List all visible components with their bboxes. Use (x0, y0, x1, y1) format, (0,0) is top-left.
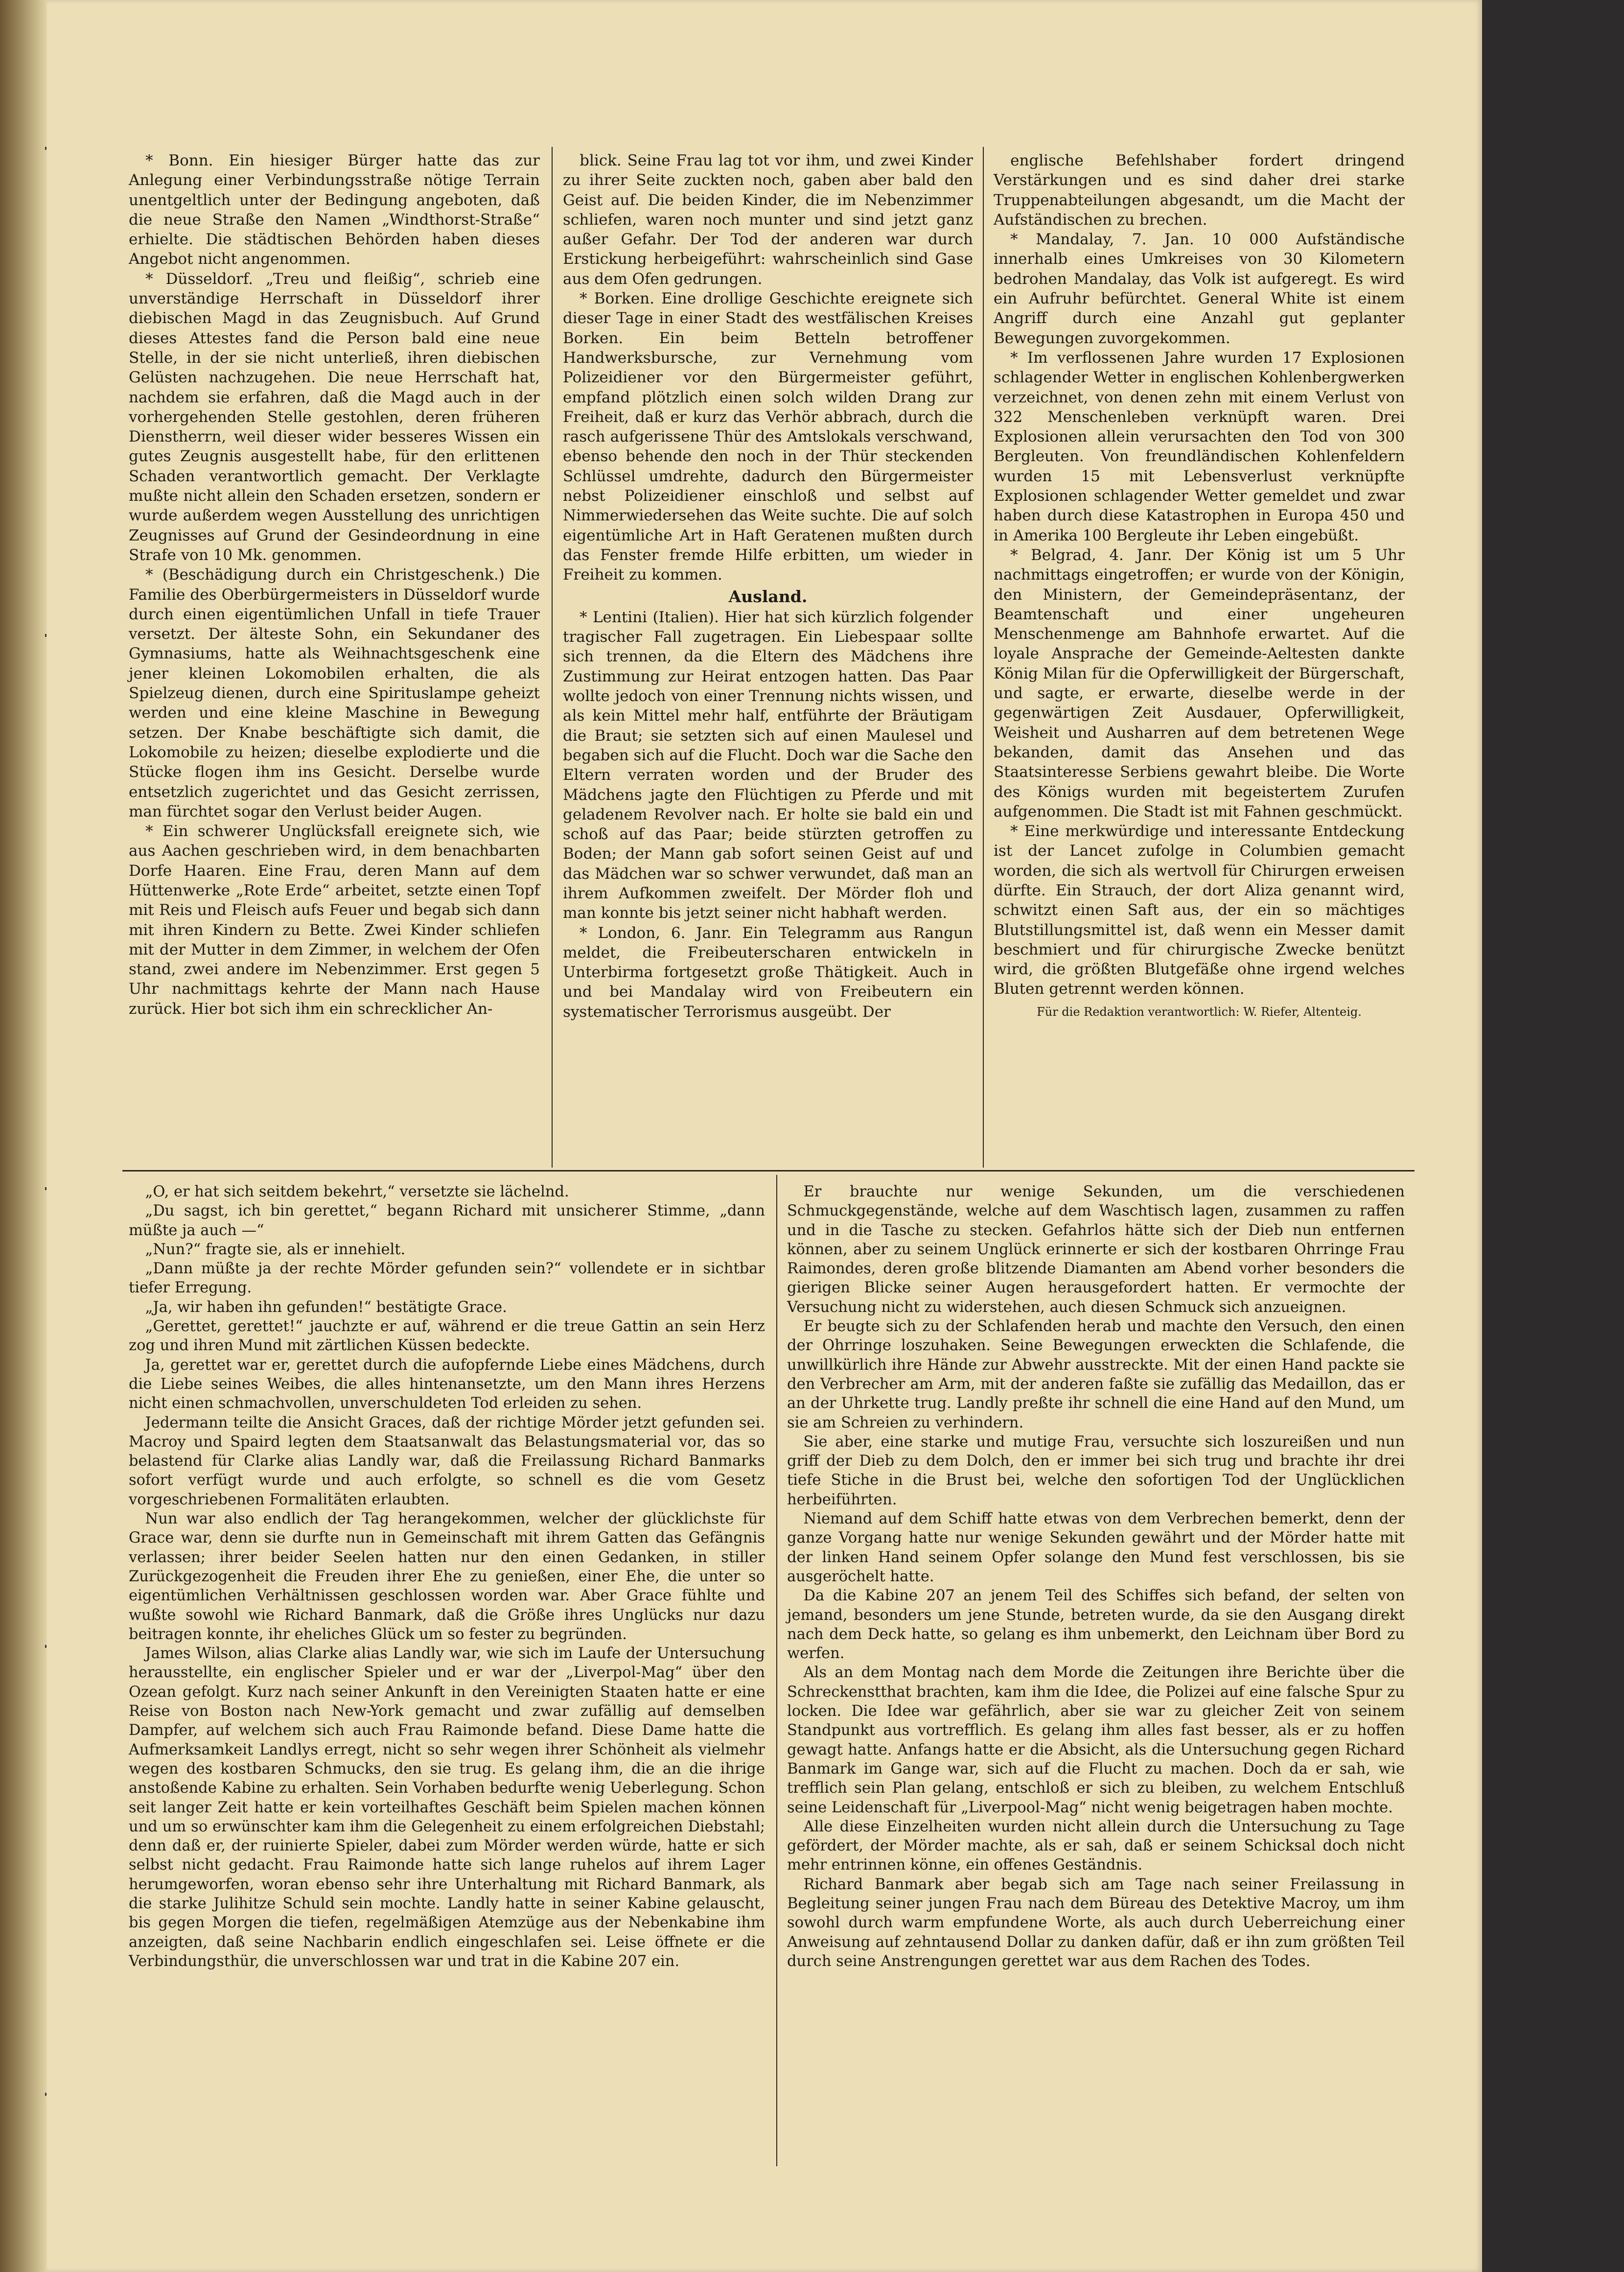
story-paragraph: „Dann müßte ja der rechte Mörder gefunden sein?“ vollendete er in sichtbar tiefer Erregung. (129, 1260, 765, 1297)
story-paragraph: Sie aber, eine starke und mutige Frau, versuchte sich loszureißen und nun griff der Dieb zu dem Dolch, den er immer bei sich trug und brachte ihr drei tiefe Stiche in die Brust bei, welche den sofortigen Tod der Unglücklichen herbeiführten. (787, 1433, 1405, 1508)
news-item-christgeschenk: * (Beschädigung durch ein Christgeschenk.) Die Familie des Oberbürgermeisters in Düsseldorf wurde durch einen eigentümlichen Unfall in tiefe Trauer versetzt. Der älteste Sohn, ein Sekundaner des Gymnasiums, hatte als Weihnachtsgeschenk eine jener kleinen Lokomobilen erhalten, die als Spielzeug dienen, durch eine Spirituslampe geheizt werden und eine kleine Maschine in Bewegung setzen. Der Knabe beschäftigte sich damit, die Lokomobile zu heizen; dieselbe explodierte und die Stücke flogen ihm ins Gesicht. Derselbe wurde entsetzlich zugerichtet und das Gesicht zerrissen, man fürchtet sogar den Verlust beider Augen. (129, 566, 540, 820)
news-item-columbien: * Eine merkwürdige und interessante Entdeckung ist der Lancet zufolge in Columbien gemacht worden, die sich als wertvoll für Chirurgen erweisen dürfte. Ein Strauch, der dort Aliza genannt wird, schwitzt einen Saft aus, der ein so mächtiges Blutstillungsmittel ist, daß wenn ein Messer damit beschmiert und für chirurgische Zwecke benützt wird, die größten Blutgefäße ohne irgend welches Bluten getrennt werden können. (994, 822, 1405, 998)
news-item-borken: * Borken. Eine drollige Geschichte ereignete sich dieser Tage in einer Stadt des westfälischen Kreises Borken. Ein beim Betteln betroffener Handwerksbursche, zur Vernehmung vom Polizeidiener vor den Bürgermeister geführt, empfand plötzlich einen solch wilden Drang zur Freiheit, daß er kurz das Verhör abbrach, durch die rasch aufgerissene Thür des Amtslokals verschwand, ebenso behende den noch in der Thür steckenden Schlüssel umdrehte, dadurch den Bürgermeister nebst Polizeidiener einschloß und selbst auf Nimmerwiedersehen das Weite suchte. Die auf solch eigentümliche Art in Haft Geratenen mußten durch das Fenster fremde Hilfe erbitten, um wieder in Freiheit zu kommen. (563, 290, 973, 584)
section-divider (122, 1170, 1415, 1171)
news-item-haaren-cont: blick. Seine Frau lag tot vor ihm, und zwei Kinder zu ihrer Seite zuckten noch, gaben aber bald den Geist auf. Die beiden Kinder, die im Nebenzimmer schliefen, waren noch munter und sind jetzt ganz außer Gefahr. Der Tod der anderen war durch Erstickung herbeigeführt: wahrscheinlich sind Gase aus dem Ofen gedrungen. (563, 152, 973, 288)
story-paragraph: Niemand auf dem Schiff hatte etwas von dem Verbrechen bemerkt, denn der ganze Vorgang hatte nur wenige Sekunden gewährt und der Mörder hatte mit der linken Hand seinem Opfer solange den Mund fest verschlossen, bis sie ausgeröchelt hatte. (787, 1510, 1405, 1585)
section-heading-ausland: Ausland. (728, 586, 808, 606)
news-item-mandalay: * Mandalay, 7. Jan. 10 000 Aufständische innerhalb eines Umkreises von 30 Kilometern bedrohen Mandalay, das Volk ist aufgeregt. Es wird ein Aufruhr befürchtet. General White ist einem Angriff durch eine Anzahl gut geplanter Bewegungen zuvorgekommen. (994, 231, 1405, 347)
news-item-lentini: * Lentini (Italien). Hier hat sich kürzlich folgender tragischer Fall zugetragen. Ein Liebespaar sollte sich trennen, da die Eltern des Mädchens ihre Zustimmung zur Heirat entzogen hatten. Das Paar wollte jedoch von einer Trennung nichts wissen, und als kein Mittel mehr half, entführte der Bräutigam die Braut; sie setzten sich auf einen Maulesel und begaben sich auf die Flucht. Doch war die Sache den Eltern verraten worden und der Bruder des Mädchens jagte den Flüchtigen zu Pferde und mit geladenem Revolver nach. Er holte sie bald ein und schoß auf das Paar; beide stürzten getroffen zu Boden; der Mann gab sofort seinen Geist auf und das Mädchen war so schwer verwundet, daß man an ihrem Aufkommen zweifelt. Der Mörder floh und man konnte bis jetzt seiner nicht habhaft werden. (563, 608, 973, 922)
story-paragraph: Als an dem Montag nach dem Morde die Zeitungen ihre Berichte über die Schreckenstthat brachten, kam ihm die Idee, die Polizei auf eine falsche Spur zu locken. Die Idee war gefährlich, aber sie war zu gleicher Zeit von seinem Standpunkt aus vortrefflich. Es gelang ihm alles fast besser, als er zu hoffen gewagt hatte. Anfangs hatte er die Absicht, als die Untersuchung gegen Richard Banmark im Gange war, sich auf die Flucht zu machen. Doch da er sah, wie trefflich sein Plan gelang, entschloß er sich zu bleiben, zu welchem Entschluß seine Leidenschaft für „Liverpool-Mag“ nicht wenig beigetragen haben mochte. (787, 1664, 1405, 1816)
story-paragraph: Er beugte sich zu der Schlafenden herab und machte den Versuch, den einen der Ohrringe loszuhaken. Seine Bewegungen erweckten die Schlafende, die unwillkürlich ihre Hände zur Abwehr ausstreckte. Mit der einen Hand packte sie den Verbrecher am Arm, mit der anderen faßte sie zufällig das Medaillon, das er an der Uhrkette trug. Landly preßte ihr schnell die eine Hand auf den Mund, um sie am Schreien zu verhindern. (787, 1318, 1405, 1431)
column-divider (552, 147, 553, 1168)
news-item-haaren: * Ein schwerer Unglücksfall ereignete sich, wie aus Aachen geschrieben wird, in dem benachbarten Dorfe Haaren. Eine Frau, deren Mann auf dem Hüttenwerke „Rote Erde“ arbeitet, setzte einen Topf mit Reis und Fleisch aufs Feuer und begab sich dann mit ihren Kindern zu Bette. Zwei Kinder schliefen mit der Mutter in dem Zimmer, in welchem der Ofen stand, zwei andere im Nebenzimmer. Erst gegen 5 Uhr nachmittags kehrte der Mann nach Hause zurück. Hier bot sich ihm ein schrecklicher An- (129, 822, 540, 1018)
news-item-london: * London, 6. Janr. Ein Telegramm aus Rangun meldet, die Freibeuterscharen entwickeln in Unterbirma fortgesetzt große Thätigkeit. Auch in und bei Mandalay wird von Freibeutern ein systematischer Terrorismus ausgeübt. Der (563, 924, 973, 1021)
story-paragraph: „Nun?“ fragte sie, als er innehielt. (145, 1241, 406, 1258)
story-paragraph: „O, er hat sich seitdem bekehrt,“ versetzte sie lächelnd. (145, 1183, 569, 1200)
dark-background (1482, 0, 1624, 2272)
top-column-3 (994, 151, 1405, 1022)
story-paragraph: James Wilson, alias Clarke alias Landly war, wie sich im Laufe der Untersuchung herausstellte, ein englischer Spieler und er war der „Liverpol-Mag“ über den Ozean gefolgt. Kurz nach seiner Ankunft in den Vereinigten Staaten hatte er eine Reise von Boston nach New-York gemacht und zwar zufällig auf demselben Dampfer, auf welchem sich auch Frau Raimonde befand. Diese Dame hatte die Aufmerksamkeit Landlys erregt, nicht so sehr wegen ihrer Schönheit als vielmehr wegen des kostbaren Schmucks, den sie trug. Es gelang ihm, die an die ihrige anstoßende Kabine zu erhalten. Sein Vorhaben bedurfte wenig Ueberlegung. Schon seit langer Zeit hatte er kein vorteilhaftes Geschäft beim Spielen machen können und um so erwünschter kam ihm die Gelegenheit zu einem erfolgreichen Diebstahl; denn daß er, der ruinierte Spieler, dabei zum Mörder werden würde, hatte er sich selbst nicht gedacht. Frau Raimonde hatte sich lange ruhelos auf ihrem Lager herumgeworfen, woran ebenso sehr ihre Unterhaltung mit Richard Banmark, als die starke Julihitze Schuld sein mochte. Landly hatte in seiner Kabine gelauscht, bis gegen Morgen die tiefen, regelmäßigen Atemzüge aus der Nebenkabine ihm anzeigten, daß seine Nachbarin endlich eingeschlafen sei. Leise öffnete er die Verbindungsthür, die unverschlossen war und trat in die Kabine 207 ein. (129, 1645, 765, 1970)
news-item-london-cont: englische Befehlshaber fordert dringend Verstärkungen und es sind daher drei starke Truppenabteilungen abgesandt, um die Macht der Aufständischen zu brechen. (994, 152, 1405, 229)
book-spine (0, 0, 46, 2272)
news-item-duesseldorf: * Düsseldorf. „Treu und fleißig“, schrieb eine unverständige Herrschaft in Düsseldorf ihrer diebischen Magd in das Zeugnisbuch. Auf Grund dieses Attestes fand die Person bald eine neue Stelle, in der sie nicht unterließ, ihren diebischen Gelüsten nachzugehen. Die neue Herrschaft hat, nachdem sie erfahren, daß die Magd auch in der vorhergehenden Stelle gestohlen, deren früheren Dienstherrn, weil dieser wider besseres Wissen ein gutes Zeugnis ausgestellt habe, für den erlittenen Schaden verantwortlich gemacht. Der Verklagte mußte nicht allein den Schaden ersetzen, sondern er wurde außerdem wegen Ausstellung des unrichtigen Zeugnisses auf Grund der Gesindeordnung in eine Strafe von 10 Mk. genommen. (129, 270, 540, 564)
story-paragraph: Alle diese Einzelheiten wurden nicht allein durch die Untersuchung zu Tage gefördert, der Mörder machte, als er sah, daß er seinem Schicksal doch nicht mehr entrinnen könne, ein offenes Geständnis. (787, 1818, 1405, 1874)
story-paragraph: Jedermann teilte die Ansicht Graces, daß der richtige Mörder jetzt gefunden sei. Macroy und Spaird legten dem Staatsanwalt das Belastungsmaterial vor, das so belastend für Clarke alias Landly war, daß die Freilassung Richard Banmarks sofort verfügt wurde und auch erfolgte, so schnell es die vom Gesetz vorgeschriebenen Formalitäten erlaubten. (129, 1414, 765, 1508)
story-paragraph: Er brauchte nur wenige Sekunden, um die verschiedenen Schmuckgegenstände, welche auf dem Waschtisch lagen, zusammen zu raffen und in die Tasche zu stecken. Gefahrlos hätte sich der Dieb nun entfernen können, aber zu seinem Unglück erinnerte er sich der kostbaren Ohrringe Frau Raimondes, deren große blitzende Diamanten am Abend vorher besonders die gierigen Blicke seiner Augen herausgefordert hatten. Er vermochte der Versuchung nicht zu widerstehen, auch diesen Schmuck sich anzueignen. (787, 1183, 1405, 1316)
column-divider (983, 147, 984, 1168)
story-paragraph: Ja, gerettet war er, gerettet durch die aufopfernde Liebe eines Mädchens, durch die Liebe seines Weibes, die alles hintenansetzte, um den Mann ihres Herzens nicht einen schmachvollen, unverschuldeten Tod erleiden zu sehen. (129, 1356, 765, 1412)
story-paragraph: Nun war also endlich der Tag herangekommen, welcher der glücklichste für Grace war, denn sie durfte nun in Gemeinschaft mit ihrem Gatten das Gefängnis verlassen; ihrer beider Seelen hatten nur den einen Gedanken, in stiller Zurückgezogenheit die Freuden ihrer Ehe zu genießen, einer Ehe, die unter so eigentümlichen Verhältnissen geschlossen worden war. Aber Grace fühlte und wußte sowohl wie Richard Banmark, daß die Größe ihres Unglücks nur dazu beitragen konnte, ihr eheliches Glück um so fester zu begründen. (129, 1510, 765, 1643)
story-paragraph: Da die Kabine 207 an jenem Teil des Schiffes sich befand, der selten von jemand, besonders um jene Stunde, betreten wurde, da sie den Ausgang direkt nach dem Deck hatte, so gelang es ihm unbemerkt, den Leichnam über Bord zu werfen. (787, 1587, 1405, 1663)
story-paragraph: „Du sagst, ich bin gerettet,“ begann Richard mit unsicherer Stimme, „dann müßte ja auch —“ (129, 1202, 765, 1239)
story-paragraph: „Gerettet, gerettet!“ jauchzte er auf, während er die treue Gattin an sein Herz zog und ihren Mund mit zärtlichen Küssen bedeckte. (129, 1318, 765, 1355)
story-column-1 (129, 1182, 765, 1971)
news-item-explosions: * Im verflossenen Jahre wurden 17 Explosionen schlagender Wetter in englischen Kohlenbergwerken verzeichnet, von denen zehn mit einem Verlust von 322 Menschenleben verknüpft waren. Drei Explosionen allein verursachten den Tod von 300 Bergleuten. Von freundländischen Kohlenfeldern wurden 15 mit Lebensverlust verknüpfte Explosionen schlagender Wetter gemeldet und zwar haben durch diese Katastrophen in Europa 450 und in Amerika 100 Bergleute ihr Leben eingebüßt. (994, 349, 1405, 544)
news-item-bonn: * Bonn. Ein hiesiger Bürger hatte das zur Anlegung einer Verbindungsstraße nötige Terrain unentgeltlich unter der Bedingung angeboten, daß die neue Straße den Namen „Windthorst-Straße“ erhielte. Die städtischen Behörden haben dieses Angebot nicht angenommen. (129, 152, 540, 268)
top-column-1 (129, 151, 540, 1019)
editor-imprint: Für die Redaktion verantwortlich: W. Riefer, Altenteig. (1037, 1005, 1362, 1019)
story-paragraph: „Ja, wir haben ihn gefunden!“ bestätigte Grace. (145, 1298, 507, 1316)
story-paragraph: Richard Banmark aber begab sich am Tage nach seiner Freilassung in Begleitung seiner jungen Frau nach dem Büreau des Detektive Macroy, um ihm sowohl durch warm empfundene Worte, als auch durch Ueberreichung einer Anweisung auf zehntausend Dollar zu danken dafür, daß er ihn zum größten Teil durch seine Anstrengungen gerettet war aus dem Rachen des Todes. (787, 1875, 1405, 1970)
news-item-belgrad: * Belgrad, 4. Janr. Der König ist um 5 Uhr nachmittags eingetroffen; er wurde von der Königin, den Ministern, der Gemeindepräsentanz, der Beamtenschaft und einer ungeheuren Menschenmenge am Bahnhofe erwartet. Auf die loyale Ansprache der Gemeinde-Aeltesten dankte König Milan für die Opferwilligkeit der Bürgerschaft, und sagte, er erwarte, dieselbe werde in der gegenwärtigen Zeit Ausdauer, Opferwilligkeit, Weisheit und Ausharren auf dem betretenen Wege bekanden, damit das Ansehen und das Staatsinteresse Serbiens gewahrt bleibe. Die Worte des Königs wurden mit begeistertem Zurufen aufgenommen. Die Stadt ist mit Fahnen geschmückt. (994, 546, 1405, 820)
top-column-2 (563, 151, 973, 1022)
column-divider (776, 1175, 777, 2166)
story-column-2 (787, 1182, 1405, 1971)
